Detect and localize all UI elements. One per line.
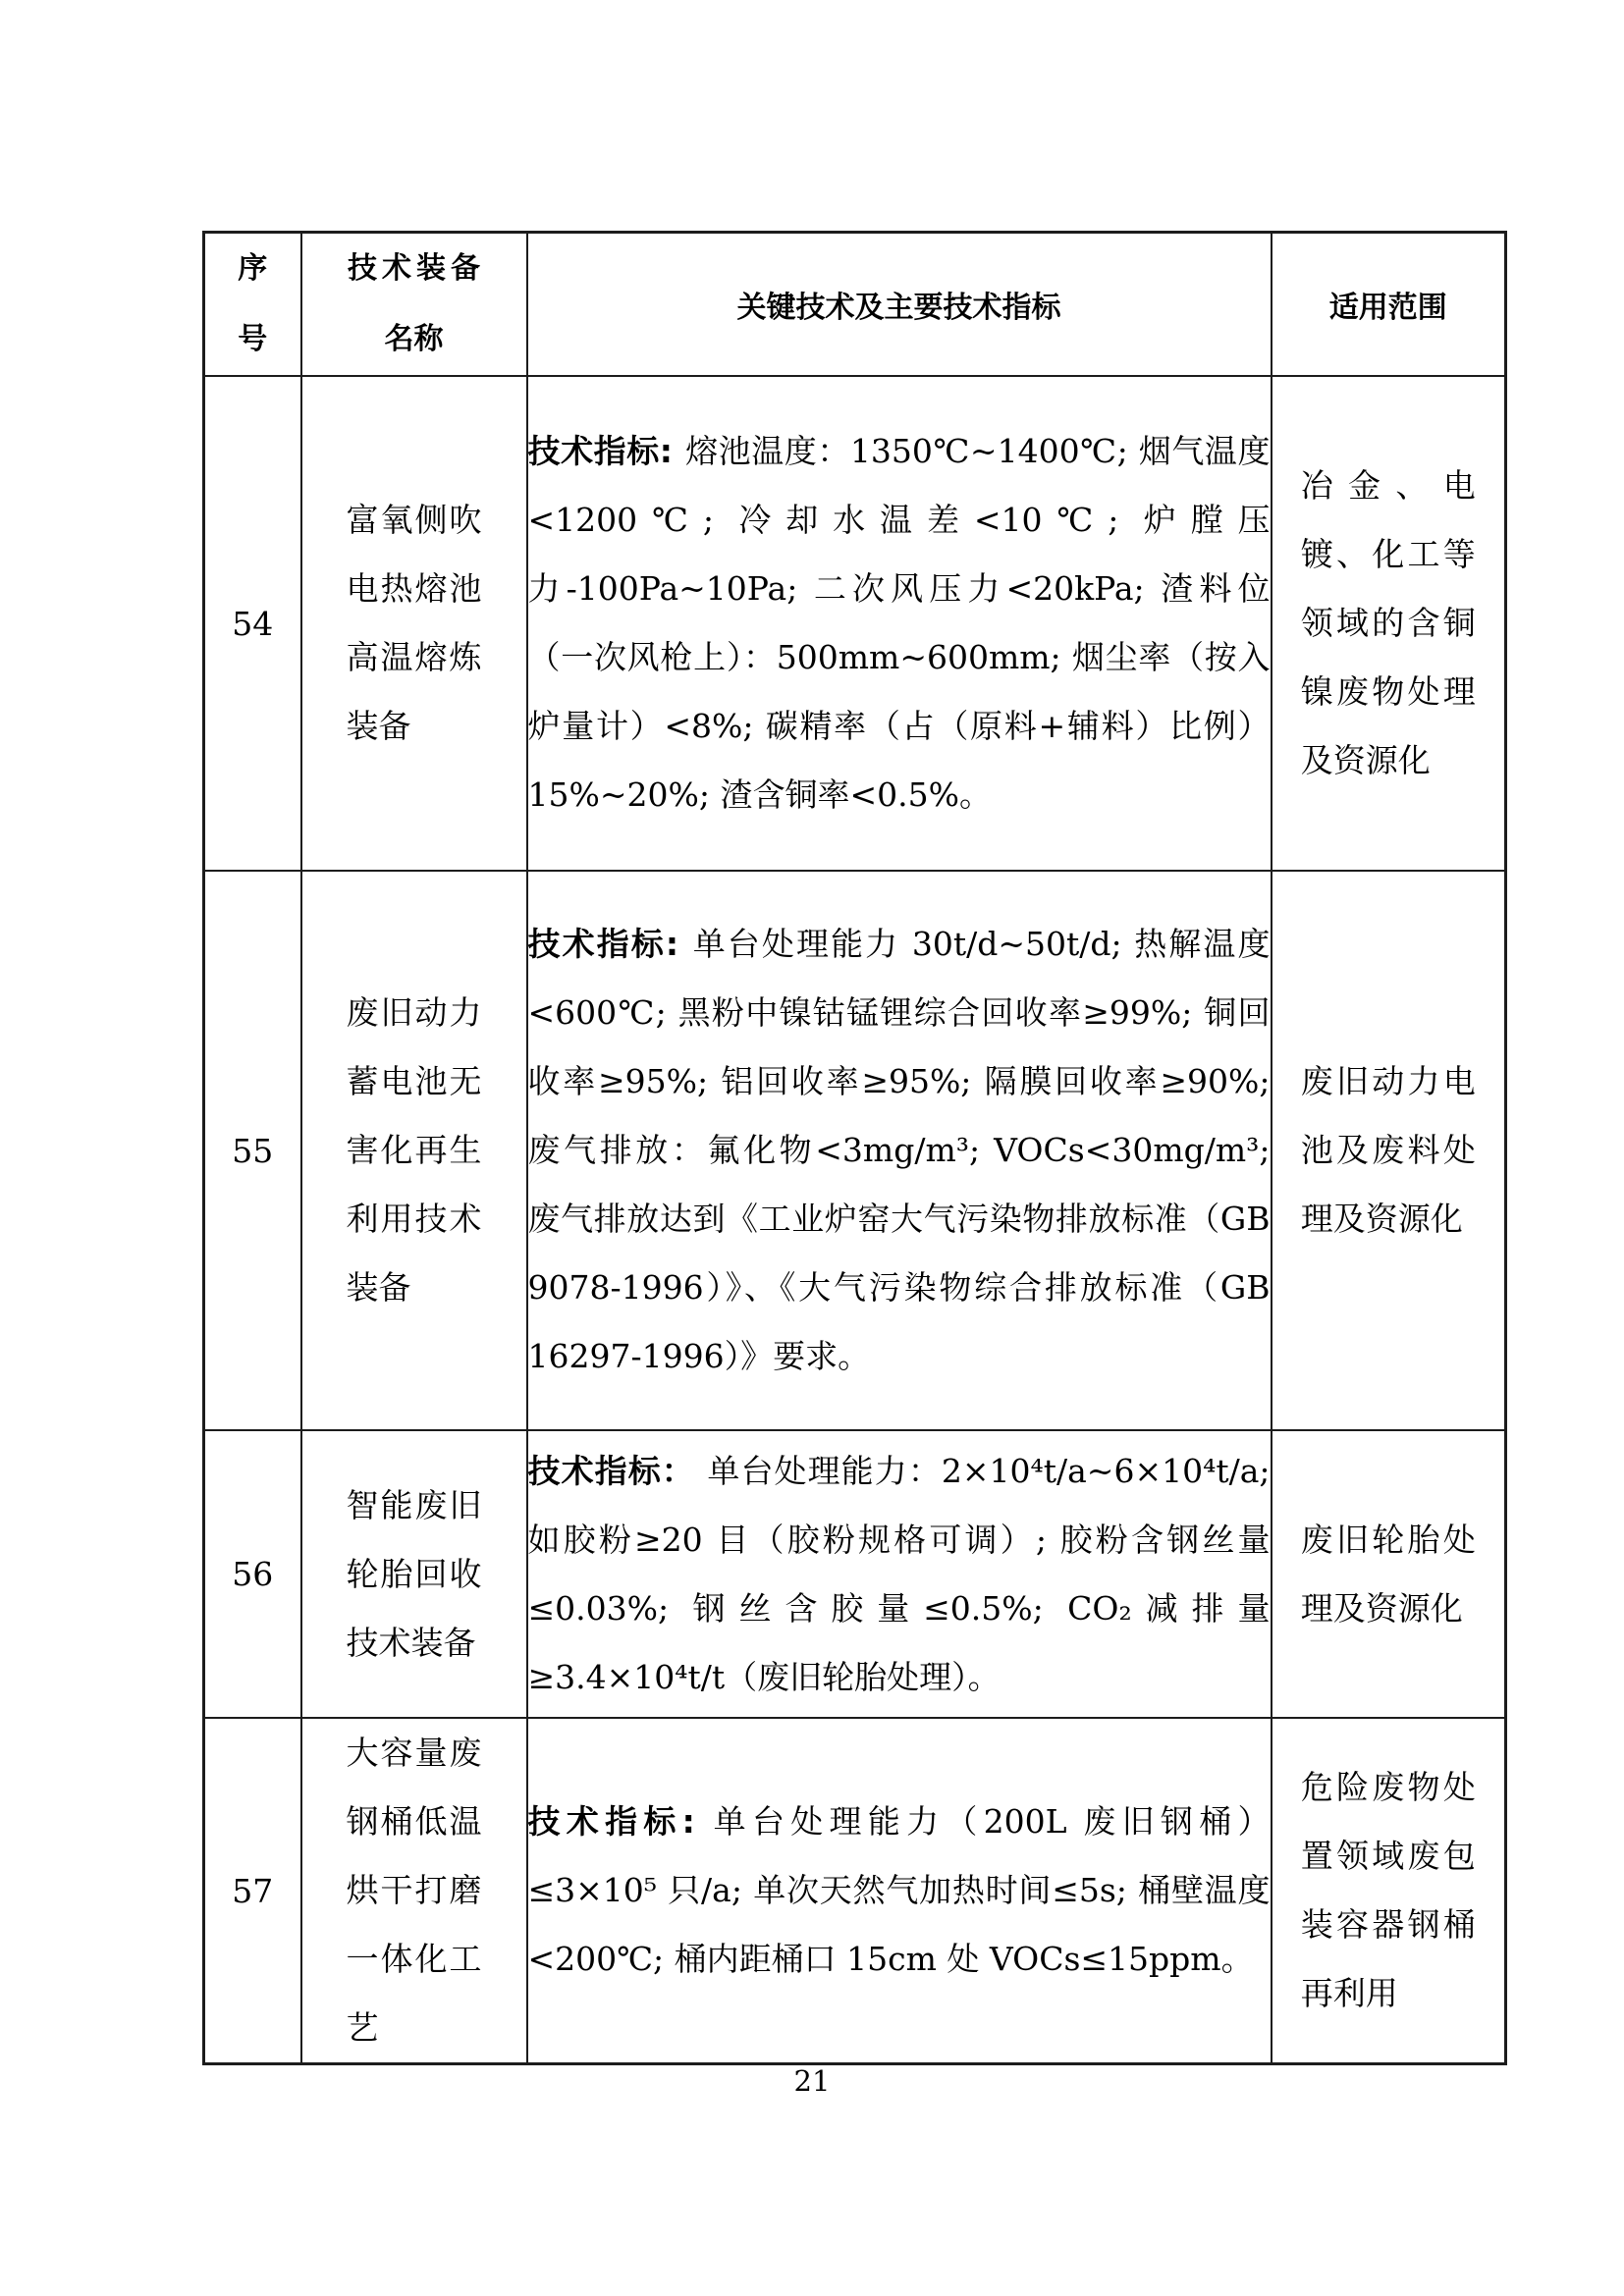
header-applicable-scope: 适用范围 (1272, 233, 1506, 377)
spec-cell (527, 1430, 1272, 1718)
spec-body: 单台处理能力（200L 废旧钢桶）≤3×10⁵ 只/a; 单次天然气加热时间≤5s; 桶壁温度<200℃; 桶内距桶口 15cm 处 VOCs≤15ppm。 (527, 1802, 1271, 1978)
spec-text (528, 417, 1271, 829)
spec-body: 单台处理能力：2×10⁴t/a~6×10⁴t/a; 如胶粉≥20 目（胶粉规格可调）; 胶粉含钢丝量≤0.03%; 钢丝含胶量≤0.5%; CO₂减排量≥3.4×10⁴t/t（废旧轮胎处理）。 (527, 1451, 1271, 1696)
serial-number-cell: 55 (204, 871, 301, 1430)
spec-label: 技术指标： (527, 1451, 695, 1490)
header-key-tech-indicators: 关键技术及主要技术指标 (527, 233, 1272, 377)
spec-cell (527, 871, 1272, 1430)
scope-cell (1272, 1718, 1506, 2064)
table-row (204, 871, 1506, 1430)
table-header-row (204, 233, 1506, 377)
spec-body: 单台处理能力 30t/d~50t/d; 热解温度<600℃; 黑粉中镍钴锰锂综合回收率≥99%; 铜回收率≥95%; 铝回收率≥95%; 隔膜回收率≥90%; 废气排放：氟化物<3mg/m³; VOCs<30mg/m³; 废气排放达到《工业炉窑大气污染物排放标准（GB 9078-1996）》、《大气污染物综合排放标准（GB 16297-1996）》要求。 (527, 925, 1271, 1375)
header-equipment-name-label: 技术装备名称 (348, 251, 480, 356)
header-serial-number-label: 序号 (238, 251, 268, 356)
spec-text (528, 1437, 1271, 1712)
equipment-name-text: 富氧侧吹电热熔池高温熔炼装备 (346, 501, 482, 745)
scope-text: 危险废物处置领域废包装容器钢桶再利用 (1300, 1768, 1476, 2012)
spec-label: 技术指标: (527, 1802, 695, 1841)
serial-number-cell: 54 (204, 376, 301, 871)
equipment-name-text: 大容量废钢桶低温烘干打磨一体化工艺 (346, 1734, 482, 2047)
header-equipment-name (301, 233, 527, 377)
tech-equipment-table (202, 231, 1507, 2065)
equipment-name-cell (301, 871, 527, 1430)
spec-label: 技术指标: (527, 925, 679, 963)
equipment-name-text: 智能废旧轮胎回收技术装备 (346, 1485, 482, 1662)
scope-text: 冶金、电镀、化工等领域的含铜镍废物处理及资源化 (1300, 466, 1476, 779)
table-row (204, 376, 1506, 871)
scope-cell (1272, 1430, 1506, 1718)
equipment-name-cell (301, 376, 527, 871)
spec-body: 熔池温度：1350℃~1400℃; 烟气温度<1200℃; 冷却水温差<10℃; 炉膛压力-100Pa~10Pa; 二次风压力<20kPa; 渣料位（一次风枪上）：500mm~600mm; 烟尘率（按入炉量计）<8%; 碳精率（占（原料+辅料）比例）15%~20%; 渣含铜率<0.5%。 (527, 432, 1271, 814)
scope-text: 废旧动力电池及废料处理及资源化 (1300, 1062, 1476, 1238)
equipment-name-cell (301, 1718, 527, 2064)
spec-cell (527, 1718, 1272, 2064)
header-serial-number (204, 233, 301, 377)
spec-label: 技术指标: (527, 432, 673, 470)
equipment-name-text: 废旧动力蓄电池无害化再生利用技术装备 (346, 993, 482, 1307)
serial-number-cell: 57 (204, 1718, 301, 2064)
scope-cell (1272, 871, 1506, 1430)
spec-cell (527, 376, 1272, 871)
page-number: 21 (793, 2064, 831, 2098)
table-row (204, 1430, 1506, 1718)
table-row (204, 1718, 1506, 2064)
equipment-name-cell (301, 1430, 527, 1718)
scope-cell (1272, 376, 1506, 871)
scope-text: 废旧轮胎处理及资源化 (1300, 1520, 1476, 1628)
serial-number-cell: 56 (204, 1430, 301, 1718)
spec-text (528, 1788, 1271, 1994)
spec-text (528, 910, 1271, 1391)
